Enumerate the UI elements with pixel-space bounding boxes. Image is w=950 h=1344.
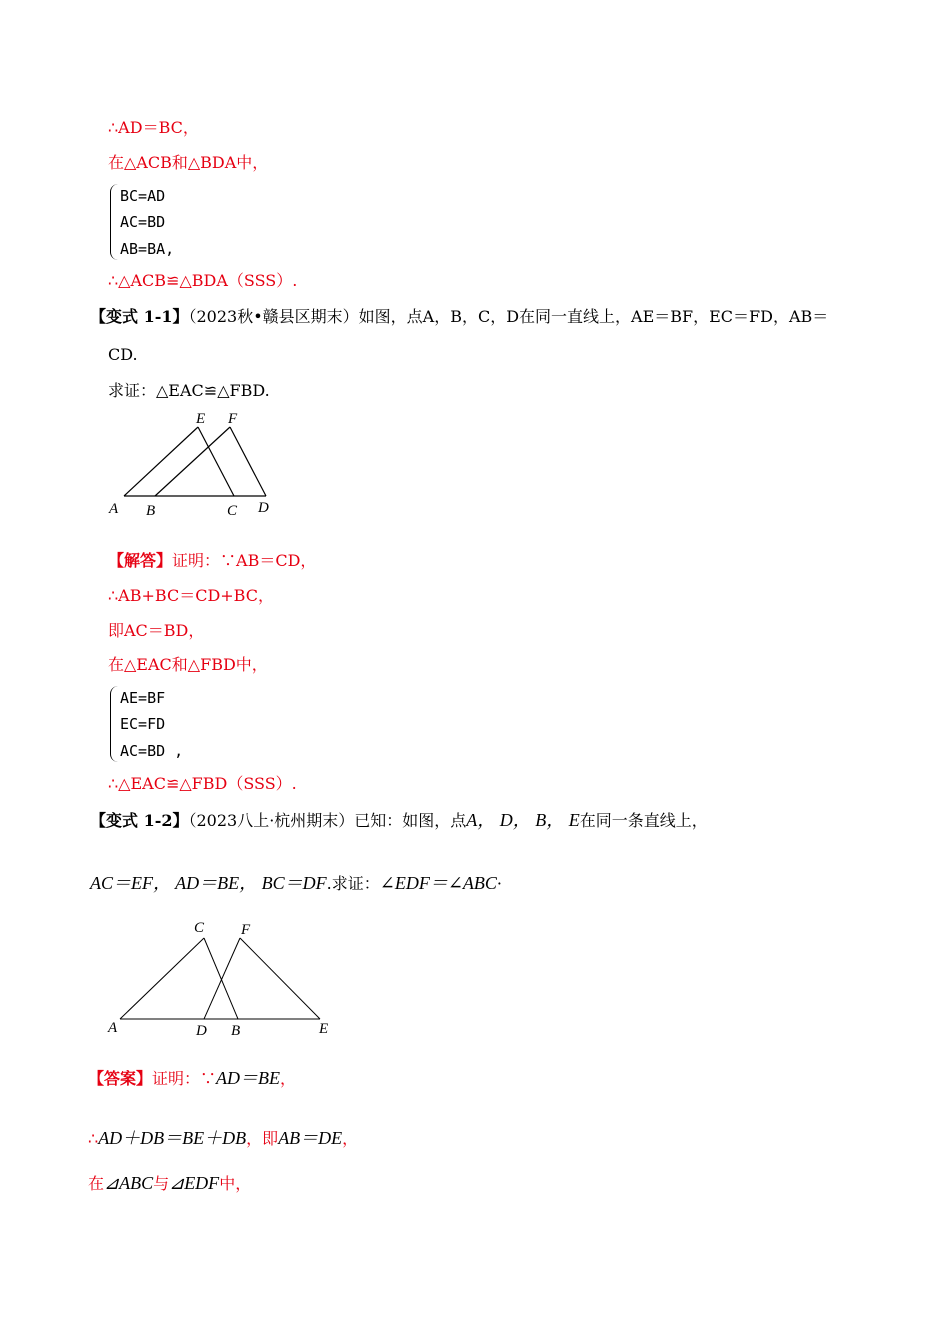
answer-1-2-line1 <box>88 1068 296 1089</box>
answer-1-1-conclusion: ∴△EAC≌△FBD（SSS）. <box>108 774 297 793</box>
answer-1-2-triangle-abc: ⊿ABC <box>104 1173 154 1193</box>
fig1-segment-fd <box>230 427 266 496</box>
variant-1-1-statement <box>90 307 828 327</box>
answer-1-2-ab-de: AB＝DE <box>278 1128 343 1148</box>
answer-2-tag: 【答案】 <box>88 1069 153 1088</box>
fig1-label-a: A <box>109 501 119 517</box>
variant-1-2-source: （2023八上·杭州期末）已知：如图，点 <box>188 811 467 830</box>
fig2-label-a: A <box>108 1020 118 1036</box>
answer-1-1-line4: 在△EAC和△FBD中， <box>108 655 268 674</box>
answer-1-2-line2 <box>88 1128 358 1149</box>
fig1-label-d: D <box>258 500 269 516</box>
sys1-eq1: BC=AD <box>120 187 166 205</box>
answer-1-2-therefore: ∴ <box>88 1129 99 1148</box>
variant-1-2-conditions <box>90 873 502 894</box>
variant-1-2-prove-goal: ∠EDF＝∠ABC <box>379 873 497 893</box>
answer-1-1-line3: 即AC＝BD， <box>108 621 205 640</box>
figure-2 <box>100 912 345 1042</box>
answer-1-2-and: 与 <box>153 1174 170 1193</box>
answer-1-2-comma-2: ， <box>342 1129 359 1148</box>
variant-1-1-text-cont: CD. <box>108 345 138 364</box>
variant-1-2-points: A， D， B， E <box>466 810 580 830</box>
figure-1 <box>100 405 290 525</box>
answer-1-2-triangle-edf: ⊿EDF <box>169 1173 220 1193</box>
fig1-segment-bf <box>155 427 230 496</box>
variant-1-2-tail: 在同一条直线上， <box>579 811 708 830</box>
sys1-eq2: AC=BD <box>120 213 166 231</box>
variant-1-2-dot: · <box>496 874 502 893</box>
sys1-eq3: AB=BA, <box>120 240 175 258</box>
answer-1-2-in-end: 中， <box>219 1174 252 1193</box>
fig1-label-e: E <box>196 411 206 427</box>
answer-1-1-proof-start: 证明：∵AB＝CD， <box>172 551 317 570</box>
variant-1-1-text: （2023秋•赣县区期末）如图，点A，B，C，D在同一直线上，AE＝BF，EC＝FD，AB＝ <box>188 307 829 326</box>
variant-1-1-tag: 【变式 1-1】 <box>90 307 189 326</box>
line-in-triangles-1: 在△ACB和△BDA中， <box>108 153 269 172</box>
variant-1-1-prove: 求证：△EAC≌△FBD. <box>108 381 270 400</box>
answer-1-2-line3 <box>88 1173 251 1194</box>
variant-1-2-statement <box>90 810 708 831</box>
answer-1-2-sum: AD＋DB＝BE＋DB <box>98 1128 247 1148</box>
fig1-label-c: C <box>227 503 238 519</box>
fig1-label-f: F <box>228 411 238 427</box>
fig2-segment-ac <box>120 938 204 1019</box>
line-conclusion-1: ∴△ACB≌△BDA（SSS）. <box>108 271 298 290</box>
sys2-eq3: AC=BD , <box>120 742 184 760</box>
sys2-eq1: AE=BF <box>120 689 166 707</box>
fig1-label-b: B <box>146 503 156 519</box>
fig2-label-c: C <box>194 920 205 936</box>
answer-1-2-in: 在 <box>88 1174 105 1193</box>
fig2-label-d: D <box>196 1023 207 1039</box>
fig2-label-b: B <box>231 1023 241 1039</box>
sys2-eq2: EC=FD <box>120 715 166 733</box>
answer-1-1-line1 <box>108 551 316 571</box>
fig1-segment-ae <box>124 427 198 496</box>
answer-1-2-ad-be: AD＝BE <box>216 1068 281 1088</box>
variant-1-2-tag: 【变式 1-2】 <box>90 811 189 830</box>
answer-1-2-comma-1: ， <box>280 1069 297 1088</box>
variant-1-2-prove-label: .求证： <box>326 874 380 893</box>
fig2-label-f: F <box>241 922 251 938</box>
answer-1-2-proof-start: 证明：∵ <box>152 1069 217 1088</box>
fig2-segment-fe <box>240 938 320 1019</box>
fig1-segment-ec <box>198 427 234 496</box>
fig2-label-e: E <box>319 1021 329 1037</box>
line-ad-bc: ∴AD＝BC， <box>108 118 199 137</box>
variant-1-2-equalities: AC＝EF， AD＝BE， BC＝DF <box>90 873 327 893</box>
answer-1-2-ie: ，即 <box>246 1129 279 1148</box>
answer-1-1-line2: ∴AB+BC＝CD+BC， <box>108 586 274 605</box>
answer-tag: 【解答】 <box>108 551 173 570</box>
